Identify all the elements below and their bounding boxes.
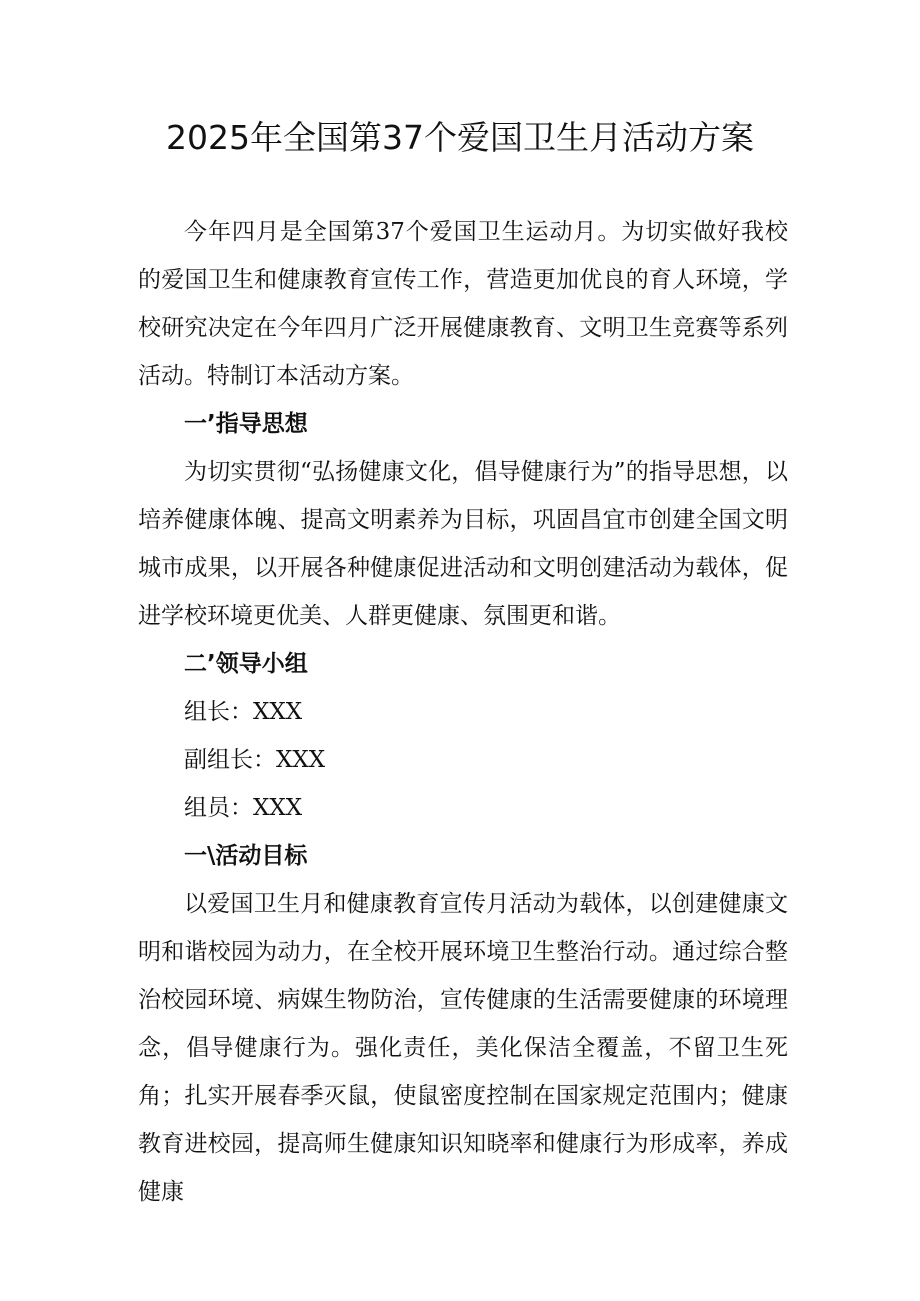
members-line: 组员：XXX xyxy=(184,795,303,821)
deputy-leader-line: 副组长：XXX xyxy=(184,747,326,773)
intro-paragraph: 今年四月是全国第37个爱国卫生运动月。为切实做好我校的爱国卫生和健康教育宣传工作，营造更加优良的育人环境，学校研究决定在今年四月广泛开展健康教育、文明卫生竞赛等系列活动。特制订本活动方案。 xyxy=(138,219,788,389)
document-title: 2025年全国第37个爱国卫生月活动方案 xyxy=(166,118,754,157)
section-heading-activity-goals: 一\活动目标 xyxy=(184,843,308,869)
activity-goals-paragraph: 以爱国卫生月和健康教育宣传月活动为载体，以创建健康文明和谐校园为动力，在全校开展环境卫生整治行动。通过综合整治校园环境、病媒生物防治，宣传健康的生活需要健康的环境理念，倡导健康行为。强化责任，美化保洁全覆盖，不留卫生死角；扎实开展春季灭鼠，使鼠密度控制在国家规定范围内；健康教育进校园，提高师生健康知识知晓率和健康行为形成率，养成健康 xyxy=(138,891,788,1205)
leader-line: 组长：XXX xyxy=(184,699,303,725)
section-heading-guiding-ideology: 一’指导思想 xyxy=(184,411,308,437)
guiding-ideology-paragraph: 为切实贯彻“弘扬健康文化，倡导健康行为”的指导思想，以培养健康体魄、提高文明素养为目标，巩固昌宜市创建全国文明城市成果，以开展各种健康促进活动和文明创建活动为载体，促进学校环境更优美、人群更健康、氛围更和谐。 xyxy=(138,459,788,629)
section-heading-leadership-group: 二’领导小组 xyxy=(184,651,308,677)
